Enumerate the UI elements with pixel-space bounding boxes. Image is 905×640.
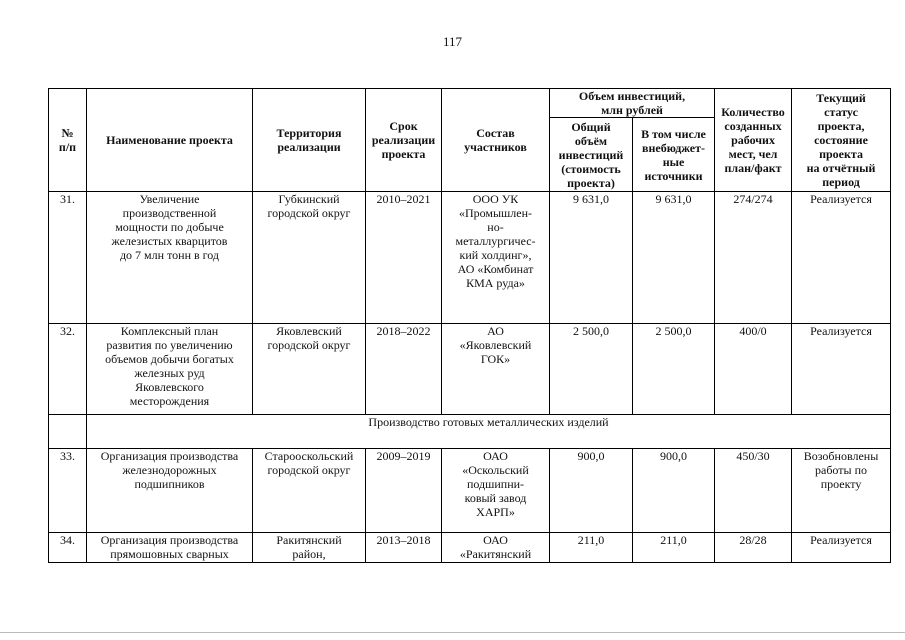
- project-participants: ОАО «Ракитянский: [442, 533, 550, 563]
- header-invest-total: Общий объём инвестиций (стоимость проекта): [550, 118, 633, 192]
- header-period: Срок реализации проекта: [366, 89, 442, 192]
- project-territory: Губкинский городской округ: [253, 192, 366, 324]
- page-number: 117: [442, 34, 463, 49]
- projects-table: [48, 88, 891, 563]
- header-investments: Объем инвестиций, млн рублей: [550, 89, 715, 118]
- project-status: Возобновлены работы по проекту: [792, 449, 891, 533]
- header-status: Текущий статус проекта, состояние проекта на отчётный период: [792, 89, 891, 192]
- jobs-plan-fact: 274/274: [715, 192, 792, 324]
- invest-offbudget: 211,0: [633, 533, 715, 563]
- table-row: [49, 533, 891, 563]
- project-name: Организация производства прямошовных сварных: [87, 533, 253, 563]
- project-name: Увеличение производственной мощности по добыче железистых кварцитов до 7 млн тонн в год: [87, 192, 253, 324]
- table-row: [49, 324, 891, 415]
- section-row: [49, 415, 891, 449]
- project-status: Реализуется: [792, 533, 891, 563]
- project-territory: Старооскольский городской округ: [253, 449, 366, 533]
- project-territory: Яковлевский городской округ: [253, 324, 366, 415]
- invest-offbudget: 900,0: [633, 449, 715, 533]
- header-participants: Состав участников: [442, 89, 550, 192]
- project-status: Реализуется: [792, 324, 891, 415]
- project-territory: Ракитянский район,: [253, 533, 366, 563]
- page-bottom-edge: [0, 632, 905, 633]
- header-jobs: Количество созданных рабочих мест, чел план/факт: [715, 89, 792, 192]
- project-participants: ООО УК «Промышлен- но- металлургичес- кий холдинг», АО «Комбинат КМА руда»: [442, 192, 550, 324]
- project-period: 2010–2021: [366, 192, 442, 324]
- header-territory: Территория реализации: [253, 89, 366, 192]
- header-name: Наименование проекта: [87, 89, 253, 192]
- invest-offbudget: 2 500,0: [633, 324, 715, 415]
- project-status: Реализуется: [792, 192, 891, 324]
- project-name: Комплексный план развития по увеличению объемов добычи богатых железных руд Яковлевского месторождения: [87, 324, 253, 415]
- project-name: Организация производства железнодорожных подшипников: [87, 449, 253, 533]
- row-number: 32.: [49, 324, 87, 415]
- project-participants: ОАО «Оскольский подшипни- ковый завод ХАРП»: [442, 449, 550, 533]
- project-period: 2013–2018: [366, 533, 442, 563]
- jobs-plan-fact: 400/0: [715, 324, 792, 415]
- project-participants: АО «Яковлевский ГОК»: [442, 324, 550, 415]
- invest-offbudget: 9 631,0: [633, 192, 715, 324]
- invest-total: 2 500,0: [550, 324, 633, 415]
- invest-total: 211,0: [550, 533, 633, 563]
- row-number: 31.: [49, 192, 87, 324]
- section-title: Производство готовых металлических изделий: [87, 415, 891, 449]
- row-number: 33.: [49, 449, 87, 533]
- invest-total: 900,0: [550, 449, 633, 533]
- project-period: 2009–2019: [366, 449, 442, 533]
- invest-total: 9 631,0: [550, 192, 633, 324]
- table-row: [49, 192, 891, 324]
- jobs-plan-fact: 28/28: [715, 533, 792, 563]
- section-row-spacer: [49, 415, 87, 449]
- header-invest-offbudget: В том числе внебюджет- ные источники: [633, 118, 715, 192]
- row-number: 34.: [49, 533, 87, 563]
- table-row: [49, 449, 891, 533]
- project-period: 2018–2022: [366, 324, 442, 415]
- header-num: № п/п: [49, 89, 87, 192]
- jobs-plan-fact: 450/30: [715, 449, 792, 533]
